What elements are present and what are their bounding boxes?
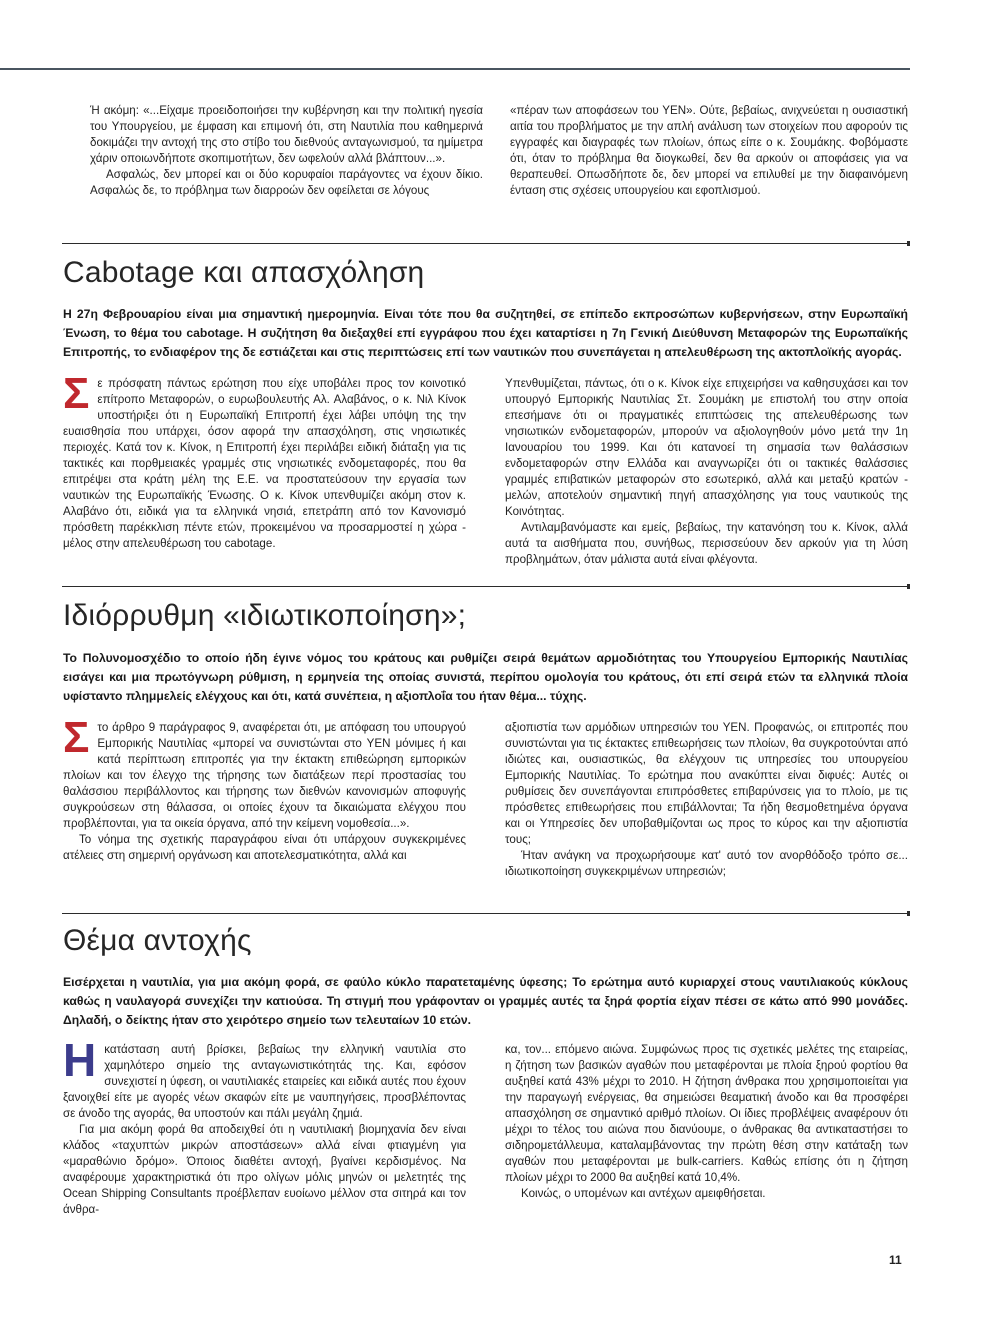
drop-cap: Η <box>63 1034 97 1086</box>
section-divider <box>62 586 908 587</box>
paragraph: κατάσταση αυτή βρίσκει, βεβαίως την ελληνική ναυτιλία στο χαμηλότερο σημείο της ανταγωνιστικότητάς της. Και, εφόσον συνεχιστεί η ύφεση, οι ναυτιλιακές εταιρείες και ειδικά αυτές που έχουν ξανοιχθεί είτε με αγορές νέων σκαφών είτε με ναυπηγήσεις, προσβλέποντας σε άνοδο της αγοράς, θα υποστούν και πάλι μεγάλη ζημιά. <box>63 1043 466 1120</box>
section-lead: Εισέρχεται η ναυτιλία, για μια ακόμη φορά, σε φαύλο κύκλο παρατεταμένης ύφεσης; Το ερώτημα αυτό κυριαρχεί στους ναυτιλιακούς κύκλους καθώς η ναυλαγορά συνεχίζει την κατιούσα. Τη στιγμή που γράφονταν οι γραμμές αυτές τα ξηρά φορτία είχαν πέσει σε κάτω από 990 μονάδες. Δηλαδή, ο δείκτης ήταν στο χειρότερο σημείο των τελευταίων 10 ετών. <box>63 975 908 1027</box>
top-rule <box>0 68 910 70</box>
section-lead: Η 27η Φεβρουαρίου είναι μια σημαντική ημερομηνία. Είναι τότε που θα συζητηθεί, σε επίπεδο εκπροσώπων κυβερνήσεων, στην Ευρωπαϊκή Ένωση, το θέμα του cabotage. Η συζήτηση θα διεξαχθεί επί εγγράφου που έχει καταρτίσει η 7η Γενική Διεύθυνση Μεταφορών της Ευρωπαϊκής Επιτροπής, το ενδιαφέρον της δε εστιάζεται και στις περιπτώσεις επί των ναυτικών που συνεπάγεται η απελευθέρωση της ακτοπλοϊκής αγοράς. <box>63 307 908 359</box>
intro-left-column <box>90 103 483 199</box>
paragraph: Ασφαλώς, δεν μπορεί και οι δύο κορυφαίοι παράγοντες να έχουν δίκιο. Ασφαλώς δε, το πρόβλημα των διαρροών δεν οφείλεται σε λόγους <box>90 168 483 197</box>
paragraph: Ή ακόμη: «...Είχαμε προειδοποιήσει την κυβέρνηση και την πολιτική ηγεσία του Υπουργείου, με έμφαση και επιμονή ότι, στη Ναυτιλία που καθημερινά δοκιμάζει την αντοχή της στο στίβο του διεθνούς ανταγωνισμού, τα ημίμετρα χάριν οποιωνδήποτε σκοπιμοτήτων, δεν ωφελούν αλλά βλάπτουν...». <box>90 104 483 165</box>
page-number: 11 <box>889 1253 902 1267</box>
paragraph: ε πρόσφατη πάντως ερώτηση που είχε υποβάλει προς τον κοινοτικό επίτροπο Μεταφορών, ο ευρωβουλευτής Αλ. Αλαβάνος, ο κ. Νιλ Κίνοκ υποστήριξει ότι η Ευρωπαϊκή Επιτροπή έχει λάβει υπόψη της την ευαισθησία που υπάρχει, όσον αφορά την απασχόληση, στις νησιωτικές περιοχές. Κατά τον κ. Κίνοκ, η Επιτροπή έχει περιλάβει ειδική διάταξη για τις τακτικές και πορθμειακές γραμμές στις νησιωτικές ενδομεταφορές, που θα επιτρέψει στα κράτη μέλη της Ε.Ε. να προστατεύσουν την εργασία των ναυτικών της Ευρωπαϊκής Ένωσης. Ο κ. Κίνοκ υπενθυμίζει ακόμη στον κ. Αλαβάνο ότι, ειδικά για τα ελληνικά νησιά, επετράπη από τον Κανονισμό πρόσθετη παρέκκλιση πέντε ετών, προκειμένου να προσαρμοστεί η χώρα - μέλος στην απελευθέρωση του cabotage. <box>63 377 466 550</box>
paragraph: το άρθρο 9 παράγραφος 9, αναφέρεται ότι, με απόφαση του υπουργού Εμπορικής Ναυτιλίας «μπορεί να συνιστώνται στο ΥΕΝ μόνιμες ή και κατά περίπτωση επιτροπές για την έκτακτη επιθεώρηση εμπορικών πλοίων και τον έλεγχο της τήρησης των διατάξεων περί προστασίας του θαλάσσιου περιβάλλοντος και τήρησης των διεθνών κανονισμών αποφυγής συγκρούσεων στη θάλασσα, οι οποίες έχουν τα δικαιώματα ελέγχου που προβλέπονται, για τα οικεία όργανα, από την κείμενη νομοθεσία...». <box>63 721 466 830</box>
drop-cap: Σ <box>63 713 90 762</box>
section-1-left-column <box>63 369 466 552</box>
paragraph: Το νόημα της σχετικής παραγράφου είναι ότι υπάρχουν συγκεκριμένες ατέλειες στη σημερινή οργάνωση και αποτελεσματικότητα, αλλά και <box>63 833 466 862</box>
section-3-right-column <box>505 1042 908 1202</box>
paragraph: Κοινώς, ο υπομένων και αντέχων αμειφθήσεται. <box>521 1187 766 1200</box>
paragraph: κα, τον... επόμενο αιώνα. Συμφώνως προς τις σχετικές μελέτες της εταιρείας, η ζήτηση των βασικών αγαθών που μεταφέρονται με πλοία ξηρού φορτίου θα αυξηθεί κατά 43% μέχρι το 2010. Η ζήτηση άνθρακα που χρησιμοποιείται για την παραγωγή ενέργειας, θα σημειώσει θεαματική άνοδο και θα προσφέρει απασχόληση σε σημαντικό αριθμό πλοίων. Οι ίδιες προβλέψεις αναφέρουν ότι μέχρι το τέλος του αιώνα που διανύουμε, ο άνθρακας θα αντικαταστήσει το σιδηρομετάλλευμα, καταλαμβάνοντας την πρώτη θέση στην κατάταξη των αγαθών που μεταφέρονται με bulk-carriers. Καθώς επίσης ότι η ζήτηση πλοίων μέχρι το 2000 θα αυξηθεί κατά 10,4%. <box>505 1043 908 1184</box>
section-2-right-column <box>505 720 908 880</box>
paragraph: Για μια ακόμη φορά θα αποδειχθεί ότι η ναυτιλιακή βιομηχανία δεν είναι κλάδος «ταχυπτών μικρών αποστάσεων» αλλά είναι φτιαγμένη για «μαραθώνιο δρόμο». Όποιος διαθέτει αντοχή, βγαίνει κερδισμένος. Να αναφέρουμε χαρακτηριστικά ότι προ ολίγων μόλις μηνών οι μελετητές της Ocean Shipping Consultants προέβλεπαν ευοίωνο μέλλον στα σιτηρά και τον άνθρα- <box>63 1123 466 1216</box>
section-1-right-column <box>505 376 908 568</box>
section-divider <box>62 243 908 244</box>
intro-right-column <box>510 103 908 199</box>
paragraph: Ήταν ανάγκη να προχωρήσουμε κατ' αυτό τον ανορθόδοξο τρόπο σε... ιδιωτικοποίηση συγκεκριμένων υπηρεσιών; <box>505 849 908 878</box>
section-3-left-column <box>63 1034 466 1218</box>
section-2-left-column <box>63 713 466 864</box>
paragraph: Αντιλαμβανόμαστε και εμείς, βεβαίως, την κατανόηση του κ. Κίνοκ, αλλά αυτά τα αισθήματα που, συνήθως, περισσεύουν δεν αρκούν για τη λύση προβλημάτων, όταν μάλιστα αυτά είναι φλέγοντα. <box>505 521 908 566</box>
paragraph: «πέραν των αποφάσεων του ΥΕΝ». Ούτε, βεβαίως, ανιχνεύεται η ουσιαστική αιτία του προβλήματος με την απλή ανάλυση των στοιχείων που αφορούν τις εγγραφές και διαγραφές των πλοίων, όπως είπε ο κ. Σουμάκης. Φοβόμαστε ότι, όταν το πρόβλημα θα διογκωθεί, δεν θα αρκούν οι αποφάσεις για να θεραπευθεί. Οπωσδήποτε δε, δεν μπορεί να επιλυθεί με την διαφαινόμενη ένταση στις σχέσεις υπουργείου και εφοπλισμού. <box>510 104 908 197</box>
section-title: Cabotage και απασχόληση <box>63 256 425 289</box>
section-lead: Το Πολυνομοσχέδιο το οποίο ήδη έγινε νόμος του κράτους και ρυθμίζει σειρά θεμάτων αρμοδιότητας του Υπουργείου Εμπορικής Ναυτιλίας εισάγει και μια πρωτόγνωρη ρύθμιση, η ερμηνεία της οποίας συνιστά, περίπου ομολογία του κράτους, ότι επί σειρά ετών τα ελληνικά πλοία υφίσταντο πλημμελείς ελέγχους και ότι, κατά συνέπεια, η αξιοπλοΐα του ήταν θέμα... τύχης. <box>63 651 908 703</box>
section-title: Ιδιόρρυθμη «ιδιωτικοποίηση»; <box>63 599 467 632</box>
paragraph: αξιοπιστία των αρμόδιων υπηρεσιών του ΥΕΝ. Προφανώς, οι επιτροπές που συνιστώνται για τις έκτακτες επιθεωρήσεις των πλοίων, θα συγκροτούνται από ιδιώτες και, ουσιαστικώς, θα ελέγχουν τις υπηρεσίες του υπουργείου Εμπορικής Ναυτιλίας. Το ερώτημα που ανακύπτει είναι διφυές: Αυτές οι ρυθμίσεις δεν συνεπάγονται επιπρόσθετες επιβαρύνσεις για το πλοίο, με τις πρόσθετες επιθεωρήσεις που επιβάλλονται; Τα ήδη θεσμοθετημένα όργανα και οι Υπηρεσίες δεν υποβαθμίζονται ως προς το κύρος και την αξιοπιστία τους; <box>505 721 908 846</box>
section-title: Θέμα αντοχής <box>63 924 252 957</box>
drop-cap: Σ <box>63 369 90 418</box>
section-divider <box>62 913 908 914</box>
paragraph: Υπενθυμίζεται, πάντως, ότι ο κ. Κίνοκ είχε επιχειρήσει να καθησυχάσει και τον υπουργό Εμπορικής Ναυτιλίας Στ. Σουμάκη με επιστολή του στην οποία επεσήμανε ότι οι πραγματικές επιπτώσεις της απελευθέρωσης των νησιωτικών ενδομεταφορών, μπορούν να αξιολογηθούν μόνο μετά την 1η Ιανουαρίου του 1999. Και ότι κατανοεί τη σημασία των θαλάσσιων ενδομεταφορών στην Ελλάδα και αναγνωρίζει ότι οι τακτικές θαλάσσιες γραμμές επιβατικών μεταφορών στο εσωτερικό, αλλά και μεταξύ κρατών - μελών, αποτελούν σημαντική πηγή απασχόλησης για τους ναυτικούς της Κοινότητας. <box>505 377 908 518</box>
